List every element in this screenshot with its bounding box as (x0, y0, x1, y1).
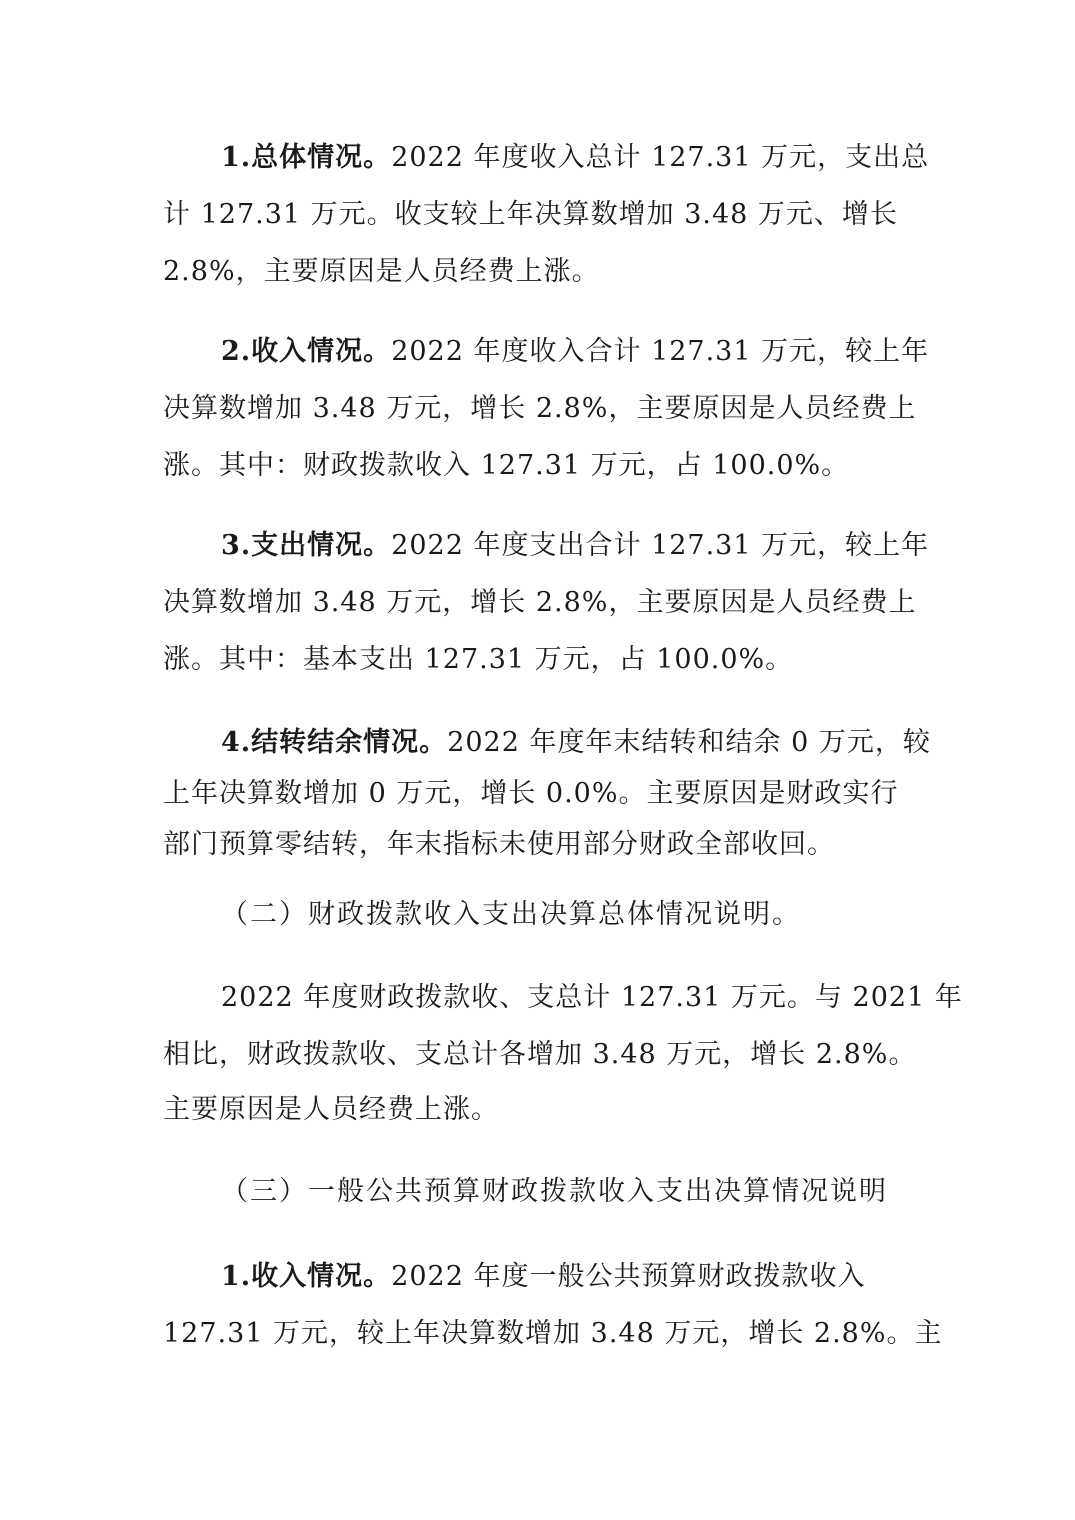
fiscal-total-line-3: 主要原因是人员经费上涨。 (163, 1094, 499, 1125)
income-line-1 (221, 332, 930, 372)
general-income-line-2: 127.31 万元，较上年决算数增加 3.48 万元，增长 2.8%。主 (163, 1318, 943, 1349)
income-line-2: 决算数增加 3.48 万元，增长 2.8%，主要原因是人员经费上 (163, 393, 917, 424)
fiscal-total-line-1: 2022 年度财政拨款收、支总计 127.31 万元。与 2021 年 (221, 982, 963, 1013)
income-label: 2.收入情况。 (221, 336, 392, 367)
overall-line-1 (221, 138, 930, 178)
carryover-line-1 (221, 723, 931, 763)
expense-line-3: 涨。其中：基本支出 127.31 万元，占 100.0%。 (163, 644, 794, 675)
expense-line-2: 决算数增加 3.48 万元，增长 2.8%，主要原因是人员经费上 (163, 587, 917, 618)
carryover-label: 4.结转结余情况。 (221, 727, 448, 758)
overall-line-3: 2.8%，主要原因是人员经费上涨。 (163, 256, 600, 287)
overall-label: 1.总体情况。 (221, 142, 392, 173)
expense-line-1 (221, 526, 930, 566)
general-income-label: 1.收入情况。 (221, 1261, 392, 1292)
carryover-line-2: 上年决算数增加 0 万元，增长 0.0%。主要原因是财政实行 (163, 778, 899, 809)
income-text-1: 2022 年度收入合计 127.31 万元，较上年 (391, 336, 930, 367)
section-heading-three: （三）一般公共预算财政拨款收入支出决算情况说明 (221, 1176, 888, 1207)
overall-line-2: 计 127.31 万元。收支较上年决算数增加 3.48 万元、增长 (163, 199, 898, 230)
expense-text-1: 2022 年度支出合计 127.31 万元，较上年 (391, 530, 930, 561)
carryover-line-3: 部门预算零结转，年末指标未使用部分财政全部收回。 (163, 829, 835, 860)
income-line-3: 涨。其中：财政拨款收入 127.31 万元，占 100.0%。 (163, 450, 850, 481)
overall-text-1: 2022 年度收入总计 127.31 万元，支出总 (391, 142, 930, 173)
expense-label: 3.支出情况。 (221, 530, 392, 561)
carryover-text-1: 2022 年度年末结转和结余 0 万元，较 (447, 727, 931, 758)
general-income-text-1: 2022 年度一般公共预算财政拨款收入 (391, 1261, 866, 1292)
general-income-line-1 (221, 1257, 923, 1297)
fiscal-total-line-2: 相比，财政拨款收、支总计各增加 3.48 万元，增长 2.8%。 (163, 1039, 917, 1070)
section-heading-two: （二）财政拨款收入支出决算总体情况说明。 (221, 899, 801, 930)
